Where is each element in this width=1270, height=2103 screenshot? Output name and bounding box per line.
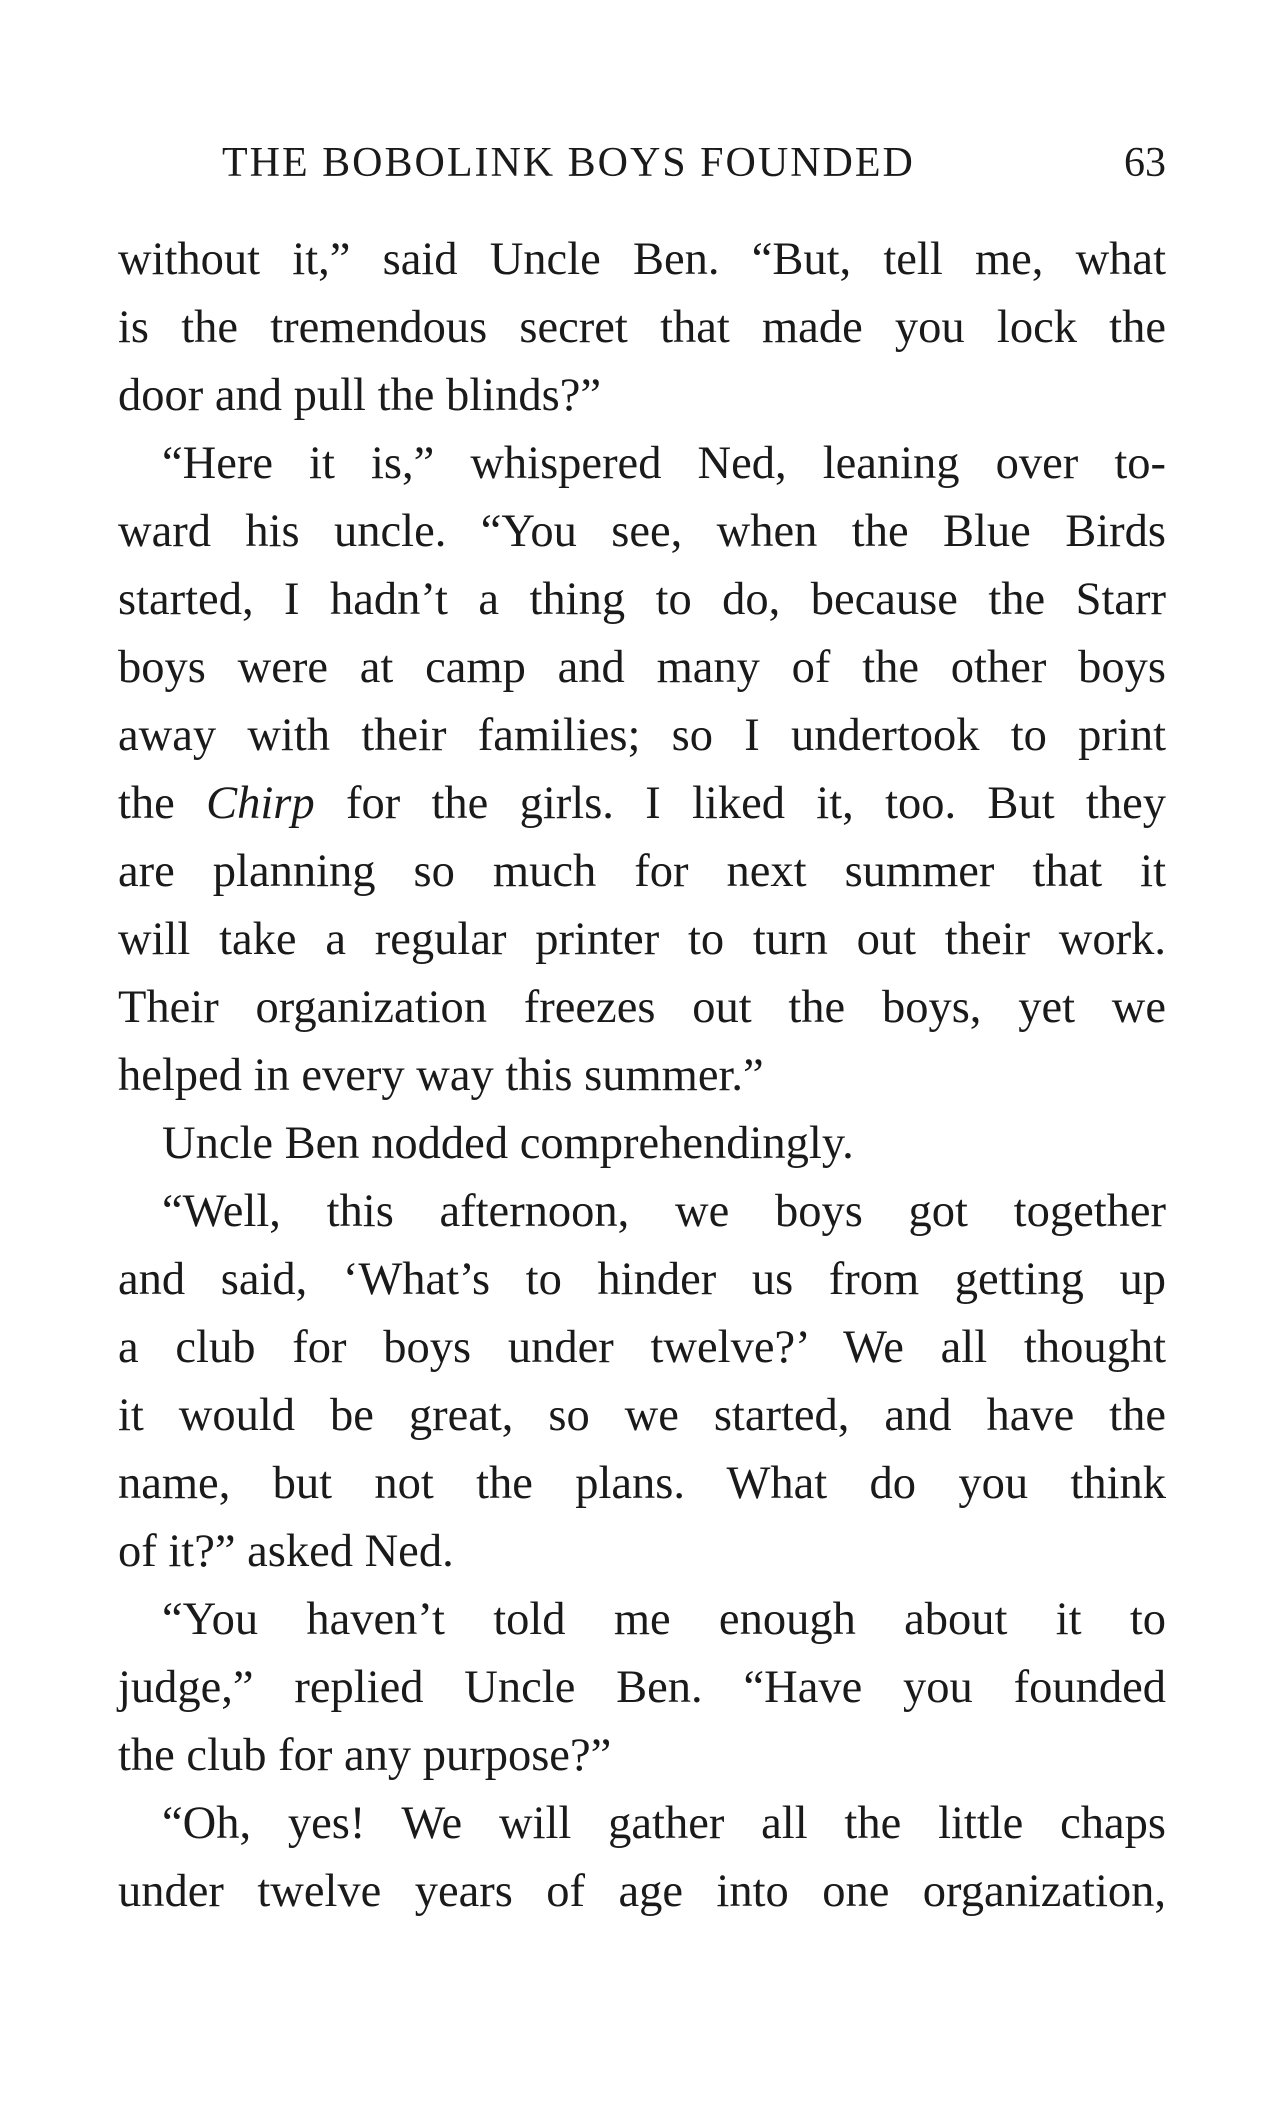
text-segment: for the girls. I liked it, too. But they bbox=[314, 778, 1166, 829]
text-line: of it?” asked Ned. bbox=[118, 1526, 454, 1577]
text-line: ward his uncle. “You see, when the Blue Birds bbox=[118, 506, 1166, 557]
newspaper-title: Chirp bbox=[206, 778, 315, 829]
text-line: without it,” said Uncle Ben. “But, tell me, what bbox=[118, 234, 1166, 285]
text-line bbox=[118, 770, 1166, 838]
body-text bbox=[118, 226, 1166, 1926]
text-line: it would be great, so we started, and have the bbox=[118, 1390, 1166, 1441]
text-line: boys were at camp and many of the other boys bbox=[118, 642, 1166, 693]
text-line: “Here it is,” whispered Ned, leaning over to- bbox=[162, 438, 1166, 489]
chapter-title: THE BOBOLINK BOYS FOUNDED bbox=[222, 140, 915, 186]
text-line: a club for boys under twelve?’ We all thought bbox=[118, 1322, 1166, 1373]
text-line: “Oh, yes! We will gather all the little chaps bbox=[162, 1798, 1166, 1849]
text-line: “Well, this afternoon, we boys got together bbox=[162, 1186, 1166, 1237]
text-line: will take a regular printer to turn out their work. bbox=[118, 914, 1166, 965]
running-head bbox=[222, 133, 1166, 193]
text-segment: the bbox=[118, 778, 207, 829]
page-number: 63 bbox=[1124, 140, 1166, 186]
text-line: name, but not the plans. What do you think bbox=[118, 1458, 1166, 1509]
text-line: helped in every way this summer.” bbox=[118, 1050, 764, 1101]
text-line: judge,” replied Uncle Ben. “Have you founded bbox=[118, 1662, 1166, 1713]
text-line: are planning so much for next summer that it bbox=[118, 846, 1166, 897]
text-line: “You haven’t told me enough about it to bbox=[162, 1594, 1166, 1645]
text-line: door and pull the blinds?” bbox=[118, 370, 601, 421]
text-line: and said, ‘What’s to hinder us from getting up bbox=[118, 1254, 1166, 1305]
text-line: started, I hadn’t a thing to do, because the Starr bbox=[118, 574, 1166, 625]
text-line: Their organization freezes out the boys, yet we bbox=[118, 982, 1166, 1033]
text-line: the club for any purpose?” bbox=[118, 1730, 612, 1781]
text-line: is the tremendous secret that made you lock the bbox=[118, 302, 1166, 353]
text-line: away with their families; so I undertook to print bbox=[118, 710, 1166, 761]
text-line: Uncle Ben nodded comprehendingly. bbox=[162, 1118, 854, 1169]
text-line: under twelve years of age into one organization, bbox=[118, 1866, 1166, 1917]
